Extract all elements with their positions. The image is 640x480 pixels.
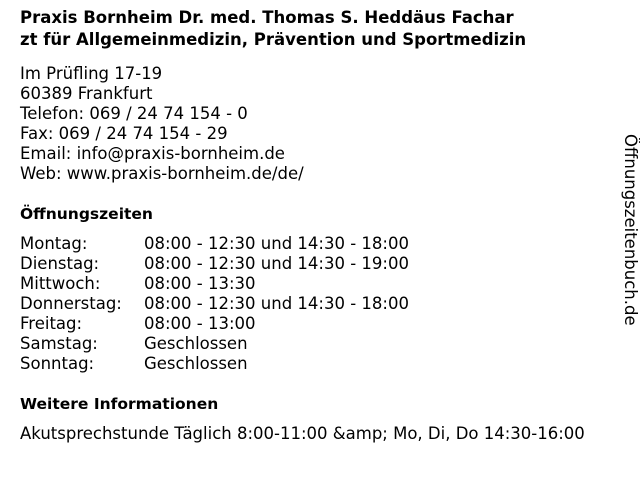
address-email: Email: info@praxis-bornheim.de: [20, 144, 285, 163]
hours-row-monday: [20, 234, 460, 254]
hours-day: Sonntag:: [20, 354, 95, 373]
hours-time: 08:00 - 13:00: [144, 314, 256, 333]
hours-day: Montag:: [20, 234, 88, 253]
hours-day: Donnerstag:: [20, 294, 122, 313]
hours-row-thursday: [20, 294, 460, 314]
address-block: [20, 64, 304, 184]
page-title: [20, 7, 630, 51]
hours-time: 08:00 - 13:30: [144, 274, 256, 293]
side-watermark-label: Öffnungszeitenbuch.de: [621, 134, 640, 326]
address-city: 60389 Frankfurt: [20, 84, 153, 103]
hours-row-tuesday: [20, 254, 460, 274]
hours-time: 08:00 - 12:30 und 14:30 - 18:00: [144, 234, 409, 253]
hours-time: 08:00 - 12:30 und 14:30 - 19:00: [144, 254, 409, 273]
title-line-2: zt für Allgemeinmedizin, Prävention und Sportmedizin: [20, 30, 527, 49]
hours-row-saturday: [20, 334, 460, 354]
hours-row-friday: [20, 314, 460, 334]
hours-day: Mittwoch:: [20, 274, 101, 293]
hours-time: 08:00 - 12:30 und 14:30 - 18:00: [144, 294, 409, 313]
hours-time: Geschlossen: [144, 334, 248, 353]
address-fax: Fax: 069 / 24 74 154 - 29: [20, 124, 228, 143]
address-web: Web: www.praxis-bornheim.de/de/: [20, 164, 304, 183]
address-phone: Telefon: 069 / 24 74 154 - 0: [20, 104, 248, 123]
title-line-1: Praxis Bornheim Dr. med. Thomas S. Heddäus Fachar: [20, 8, 514, 27]
opening-hours-heading: Öffnungszeiten: [20, 205, 153, 223]
more-info-heading: Weitere Informationen: [20, 395, 219, 413]
hours-row-wednesday: [20, 274, 460, 294]
hours-day: Dienstag:: [20, 254, 100, 273]
more-info-text: Akutsprechstunde Täglich 8:00-11:00 &amp; Mo, Di, Do 14:30-16:00: [20, 424, 585, 443]
hours-row-sunday: [20, 354, 460, 374]
opening-hours-table: [20, 234, 460, 374]
address-street: Im Prüfling 17-19: [20, 64, 163, 83]
hours-day: Samstag:: [20, 334, 98, 353]
hours-day: Freitag:: [20, 314, 83, 333]
hours-time: Geschlossen: [144, 354, 248, 373]
